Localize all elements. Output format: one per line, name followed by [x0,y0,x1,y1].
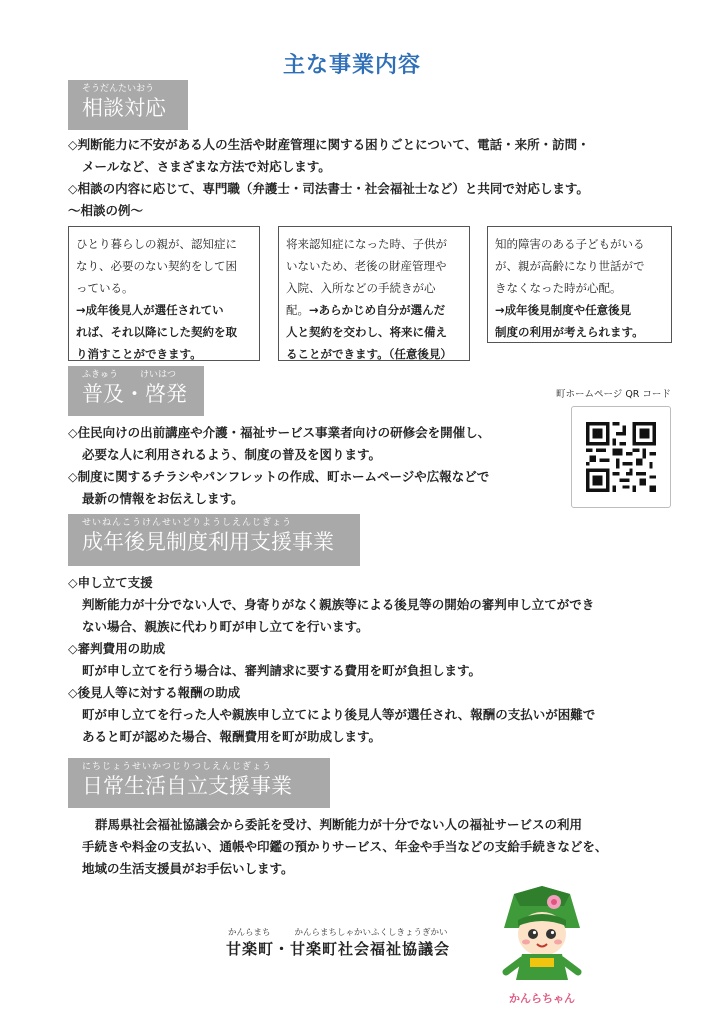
qr-code-label: 町ホームページ QR コード [556,389,671,400]
example-text: っている。 [76,281,134,295]
consult-line: メールなど、さまざまな方法で対応します。 [82,159,331,174]
example-box-2 [278,226,470,361]
promo-ruby [82,366,190,381]
section-header-daily [68,758,330,808]
guardian-line: あると町が認めた場合、報酬費用を町が助成します。 [82,729,382,744]
example-box-1 [68,226,260,361]
example-answer: れば、それ以降にした契約を取 [76,325,237,339]
mascot [492,884,592,1005]
example-text: ひとり暮らしの親が、認知症に [76,237,237,251]
promo-line: ◇住民向けの出前講座や介護・福祉サービス事業者向けの研修会を開催し、 [68,425,491,440]
footer-ruby [228,926,448,938]
consult-line: ◇判断能力に不安がある人の生活や財産管理に関する困りごとについて、電話・来所・訪問・ [68,137,590,152]
example-text: いないため、老後の財産管理や [286,259,447,273]
guardian-line: 町が申し立てを行う場合は、審判請求に要する費用を町が負担します。 [82,663,482,678]
example-mixed-line [286,299,462,321]
guardian-line: ない場合、親族に代わり町が申し立てを行います。 [82,619,369,634]
example-text: 将来認知症になった時、子供が [286,237,447,251]
example-answer: →成年後見制度や任意後見 [495,303,632,317]
example-answer: ることができます。（任意後見） [286,347,452,361]
example-text: 知的障害のある子どもがいる [495,237,645,251]
daily-line: 手続きや料金の支払い、通帳や印鑑の預かりサービス、年金や手当などの支給手続きなどを、 [82,839,608,854]
example-answer: →成年後見人が選任されてい [76,303,224,317]
footer-ruby-1: かんらまち [228,928,271,938]
example-box-3 [487,226,672,343]
example-text: きなくなった時が心配。 [495,281,622,295]
daily-line: 地域の生活支援員がお手伝いします。 [82,861,294,876]
section-header-consult [68,80,188,130]
guardian-ruby: せいねんこうけんせいどりようしえんじぎょう [82,518,293,528]
consult-examples-label: ～相談の例～ [68,203,144,218]
daily-heading: 日常生活自立支援事業 [82,774,292,798]
guardian-line: 判断能力が十分でない人で、身寄りがなく親族等による後見等の開始の審判申し立てができ [82,597,595,612]
example-text: 配。 [286,303,309,317]
example-answer: 人と契約を交わし、将来に備え [286,325,447,339]
guardian-line: ◇審判費用の助成 [68,641,166,656]
mascot-icon [492,884,592,984]
example-answer: 制度の利用が考えられます。 [495,325,644,339]
consult-heading: 相談対応 [82,96,166,120]
promo-line: 最新の情報をお伝えします。 [82,491,244,506]
promo-line: ◇制度に関するチラシやパンフレットの作成、町ホームページや広報などで [68,469,490,484]
guardian-line: ◇後見人等に対する報酬の助成 [68,685,241,700]
promo-heading: 普及・啓発 [82,382,187,406]
guardian-line: ◇申し立て支援 [68,575,153,590]
section-header-promo [68,366,204,416]
guardian-heading: 成年後見制度利用支援事業 [82,530,334,554]
daily-ruby: にちじょうせいかつじりつしえんじぎょう [82,762,273,772]
guardian-line: 町が申し立てを行った人や親族申し立てにより後見人等が選任され、報酬の支払いが困難で [82,707,596,722]
example-answer: り消すことができます。 [76,347,202,361]
promo-ruby-1: ふきゅう [82,370,119,380]
promo-line: 必要な人に利用されるよう、制度の普及を図ります。 [82,447,382,462]
consult-ruby: そうだんたいおう [82,84,155,94]
example-text: 入院、入所などの手続きが心 [286,281,436,295]
footer-ruby-2: かんらまちしゃかいふくしきょうぎかい [294,928,448,938]
consult-line: ◇相談の内容に応じて、専門職（弁護士・司法書士・社会福祉士など）と共同で対応します。 [68,181,589,196]
section-header-guardian [68,514,360,566]
qr-code-icon[interactable] [586,422,656,492]
daily-line: 群馬県社会福祉協議会から委託を受け、判断能力が十分でない人の福祉サービスの利用 [95,817,583,832]
example-answer: →あらかじめ自分が選んだ [309,303,446,317]
promo-ruby-2: けいはつ [140,370,177,380]
example-text: が、親が高齢になり世話がで [495,259,645,273]
page-title: 主な事業内容 [282,53,421,78]
qr-code-frame [571,406,671,508]
mascot-name: かんらちゃん [509,992,575,1005]
example-text: なり、必要のない契約をして困 [76,259,237,273]
footer-organization: 甘楽町・甘楽町社会福祉協議会 [226,940,451,958]
